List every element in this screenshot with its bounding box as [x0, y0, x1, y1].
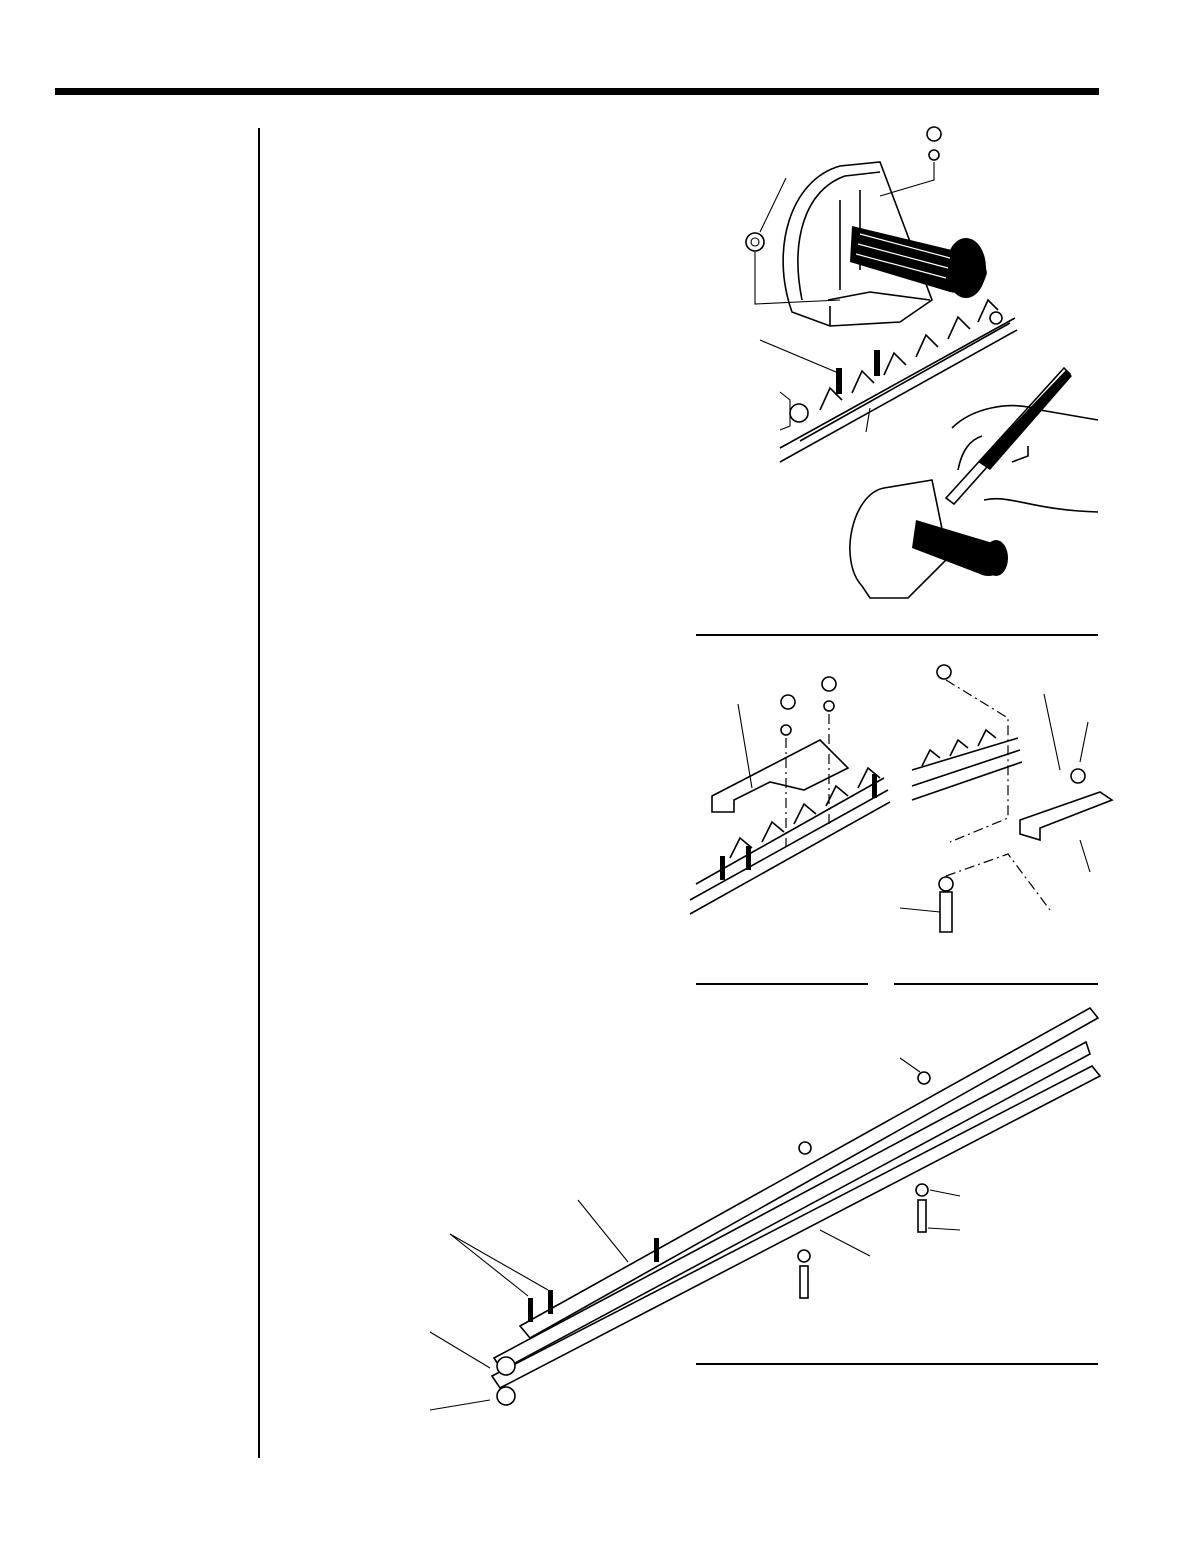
- blade-protector-exploded-illustration: [690, 677, 890, 914]
- blade-stopper-exploded-illustration: [900, 665, 1112, 932]
- blade-assembly-exploded-illustration: [430, 1008, 1100, 1410]
- front-handle-assembly-illustration: [746, 127, 1098, 598]
